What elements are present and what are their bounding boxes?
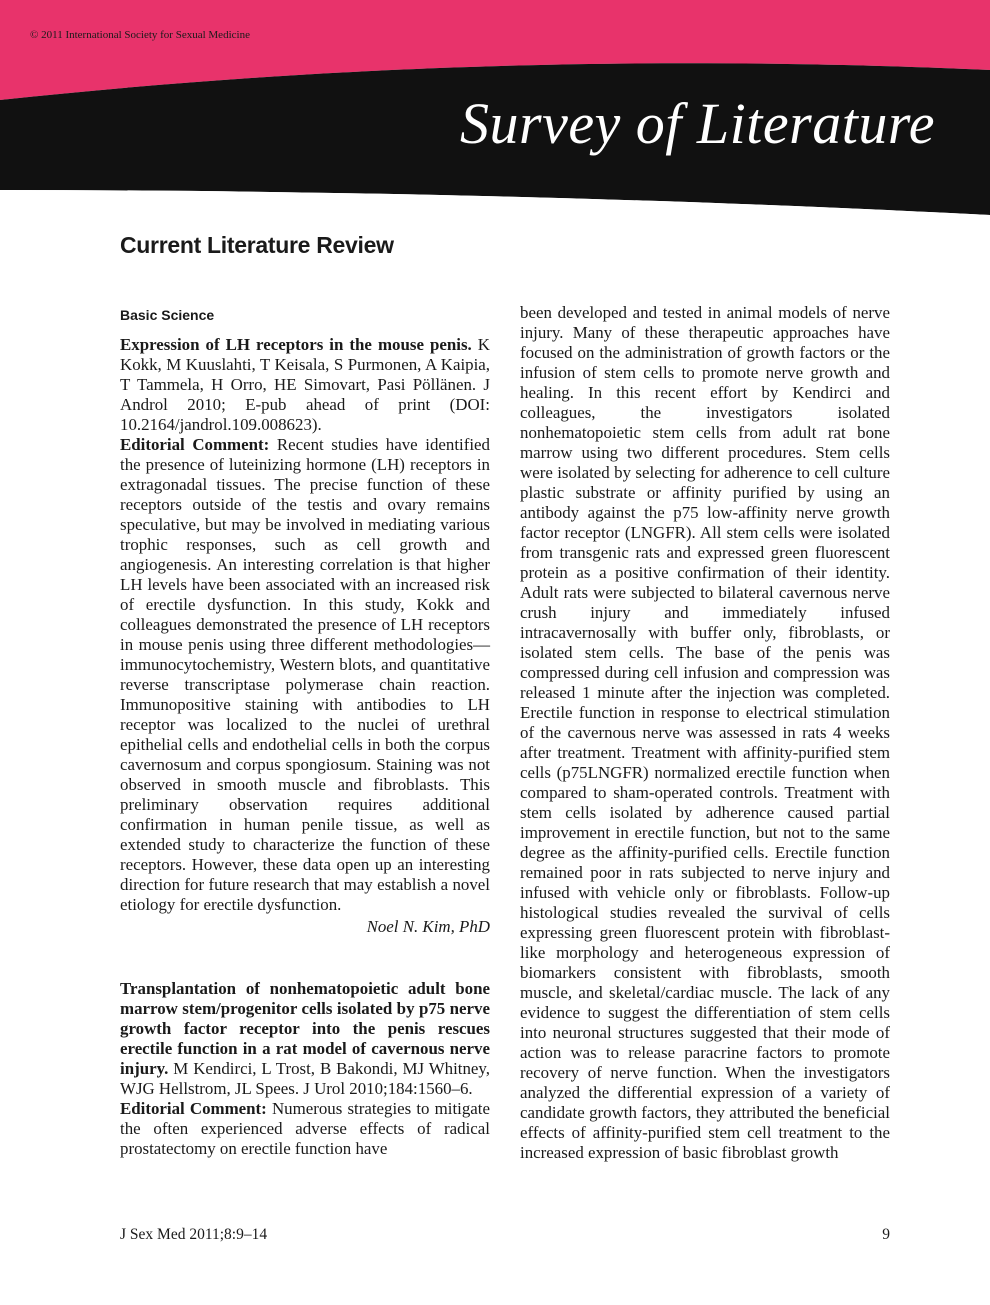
article-2-comment: [120, 1099, 490, 1159]
editorial-comment-label: Editorial Comment:: [120, 435, 270, 454]
article-1-comment: [120, 435, 490, 915]
section-title: Current Literature Review: [120, 232, 394, 258]
copyright-notice: © 2011 International Society for Sexual Medicine: [30, 29, 250, 41]
article-2-comment-text-part1: Numerous strategies to mitigate the often experienced adverse effects of radical prostatectomy on erectile function have: [120, 1099, 490, 1158]
article-1-comment-text: Recent studies have identified the presence of luteinizing hormone (LH) receptors in extragonadal tissues. The precise function of these receptors outside of the testis and ovary remains speculative, but may be involved in mediating various trophic responses, such as cell growth and angiogenesis. An interesting correlation is that higher LH levels have been associated with an increased risk of erectile dysfunction. In this study, Kokk and colleagues demonstrated the presence of LH receptors in mouse penis using three different methodologies—immunocytochemistry, Western blots, and quantitative reverse transcriptase polymerase chain reaction. Immunopositive staining with antibodies to LH receptor was localized to the nuclei of urethral epithelial cells and endothelial cells in both the corpus cavernosum and corpus spongiosum. Staining was not observed in smooth muscle and fibroblasts. This preliminary observation requires additional confirmation in human penile tissue, as well as extended study to characterize the function of these receptors. However, these data open up an interesting direction for future research that may establish a novel etiology for erectile dysfunction.: [120, 435, 490, 914]
article-1-citation: K Kokk, M Kuuslahti, T Keisala, S Purmonen, A Kaipia, T Tammela, H Orro, HE Simovart, Pasi Pöllänen. J Androl 2010; E-pub ahead of print (DOI: 10.2164/jandrol.109.008623).: [120, 335, 490, 434]
article-separator: [120, 937, 490, 979]
article-1-signature: Noel N. Kim, PhD: [366, 917, 490, 936]
article-1-entry: [120, 335, 490, 435]
article-1-title: Expression of LH receptors in the mouse penis.: [120, 335, 472, 354]
journal-section-title: Survey of Literature: [460, 91, 935, 156]
article-2-title: Transplantation of nonhematopoietic adult bone marrow stem/progenitor cells isolated by p75 nerve growth factor receptor into the penis rescues erectile function in a rat model of cavernous nerve injury.: [120, 979, 490, 1078]
right-column: [520, 303, 890, 1163]
footer-journal-citation: J Sex Med 2011;8:9–14: [120, 1226, 268, 1243]
left-column: [120, 305, 490, 1159]
article-2-entry: [120, 979, 490, 1099]
footer-page-number: 9: [882, 1226, 890, 1243]
category-heading: Basic Science: [120, 307, 215, 323]
article-2-citation: M Kendirci, L Trost, B Bakondi, MJ Whitney, WJG Hellstrom, JL Spees. J Urol 2010;184:1560–6.: [120, 1059, 490, 1098]
article-2-comment-text-part2: been developed and tested in animal models of nerve injury. Many of these therapeutic approaches have focused on the administration of growth factors or the infusion of stem cells to promote nerve growth and healing. In this recent effort by Kendirci and colleagues, the investigators isolated nonhematopoietic stem cells from adult rat bone marrow using two different procedures. Stem cells were isolated by selecting for adherence to cell culture plastic substrate or affinity purified by using an antibody against the p75 low-affinity nerve growth factor receptor (LNGFR). All stem cells were isolated from transgenic rats and expressed green fluorescent protein as a positive confirmation of their identity. Adult rats were subjected to bilateral cavernous nerve crush injury and immediately infused intracavernosally with buffer only, fibroblasts, or isolated stem cells. The base of the penis was compressed during cell infusion and compression was released 1 minute after the injection was completed. Erectile function in response to electrical stimulation of the cavernous nerve was assessed in rats 4 weeks after treatment. Treatment with affinity-purified stem cells (p75LNGFR) normalized erectile function when compared to sham-operated controls. Treatment with stem cells isolated by adherence caused partial improvement in erectile function, but not to the same degree as the affinity-purified cells. Erectile function remained poor in rats subjected to nerve injury and infused with vehicle only or fibroblasts. Follow-up histological studies revealed the survival of cells expressing green fluorescent protein with fibroblast-like morphology and heterogeneous expression of biomarkers consistent with fibroblasts, smooth muscle, and skeletal/cardiac muscle. The lack of any evidence to suggest the differentiation of stem cells into neuronal structures suggested that their mode of action was to release paracrine factors to promote recovery of nerve function. When the investigators analyzed the differential expression of a variety of candidate growth factors, they attributed the beneficial effects of affinity-purified stem cell treatment to the increased expression of basic fibroblast growth: [520, 303, 890, 1162]
editorial-comment-label: Editorial Comment:: [120, 1099, 267, 1118]
